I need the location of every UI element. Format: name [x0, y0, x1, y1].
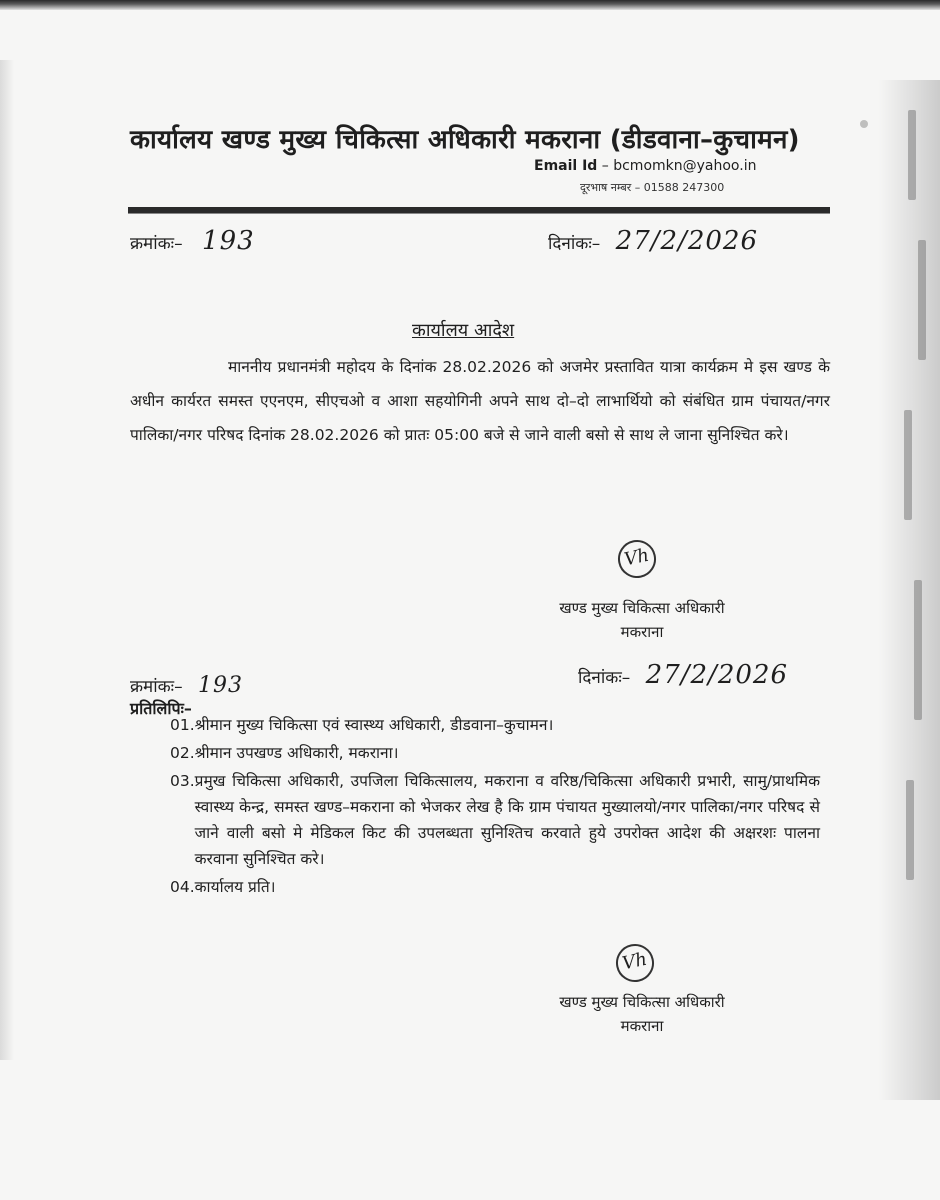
list-item [170, 712, 820, 738]
scan-left-edge [0, 60, 14, 1060]
list-item-text: प्रमुख चिकित्सा अधिकारी, उपजिला चिकित्सालय, मकराना व वरिष्ठ/चिकित्सा अधिकारी प्रभारी, सामु/प्राथमिक स्वास्थ्य केन्द्र, समस्त खण्ड–मकराना को भेजकर लेख है कि ग्राम पंचायत मुख्यालयो/नगर पालिका/नगर परिषद से जाने वाली बसो मे मेडिकल किट की उपलब्धता सुनिश्तिच करवाते हुये उपरोक्त आदेश की अक्षरशः पालना करवाना सुनिश्चित करे। [194, 772, 820, 868]
list-item [170, 740, 820, 766]
list-item-number: 02. [170, 744, 195, 762]
signatory-block-2 [532, 990, 752, 1038]
date-label: दिनांकः– [578, 668, 631, 688]
office-title: कार्यालय खण्ड मुख्य चिकित्सा अधिकारी मकराना (डीडवाना–कुचामन) [130, 125, 800, 155]
reference-label: क्रमांकः– [130, 234, 183, 254]
reference-number-1 [130, 226, 255, 256]
email-label: Email Id [534, 158, 598, 174]
list-item-number: 01. [170, 716, 195, 734]
signature-1: Vh [614, 536, 659, 581]
list-item-text: श्रीमान मुख्य चिकित्सा एवं स्वास्थ्य अधिकारी, डीडवाना–कुचामन। [194, 716, 554, 734]
signatory-place: मकराना [620, 1017, 664, 1035]
list-item-text: श्रीमान उपखण्ड अधिकारी, मकराना। [194, 744, 399, 762]
scan-speck [860, 120, 868, 128]
reference-value: 193 [202, 226, 255, 256]
office-phone: दूरभाष नम्बर – 01588 247300 [580, 181, 725, 194]
date-label: दिनांकः– [548, 234, 601, 254]
signatory-block-1 [532, 596, 752, 644]
list-item [170, 874, 820, 900]
signatory-title: खण्ड मुख्य चिकित्सा अधिकारी [559, 599, 725, 617]
scan-right-edge [878, 80, 940, 1100]
date-value: 27/2/2026 [645, 660, 788, 690]
date-1 [548, 226, 758, 256]
copy-list [170, 710, 820, 900]
email-value: – bcmomkn@yahoo.in [601, 158, 757, 174]
list-item-text: कार्यालय प्रति। [194, 878, 276, 896]
copy-heading: प्रतिलिपिः– [130, 699, 192, 718]
signatory-title: खण्ड मुख्य चिकित्सा अधिकारी [559, 993, 725, 1011]
scan-top-shadow [0, 0, 940, 10]
list-item [170, 768, 820, 872]
date-2 [578, 660, 788, 690]
header-divider [128, 207, 830, 214]
reference-value: 193 [198, 673, 244, 698]
list-item-number: 04. [170, 878, 195, 896]
reference-number-2 [130, 673, 243, 698]
office-email [534, 158, 756, 174]
reference-label: क्रमांकः– [130, 677, 183, 697]
order-heading: कार्यालय आदेश [412, 320, 515, 341]
date-value: 27/2/2026 [615, 226, 758, 256]
order-body: माननीय प्रधानमंत्री महोदय के दिनांक 28.02.2026 को अजमेर प्रस्तावित यात्रा कार्यक्रम मे इस खण्ड के अधीन कार्यरत समस्त एएनएम, सीएचओ व आशा सहयोगिनी अपने साथ दो–दो लाभार्थियो को संबंधित ग्राम पंचायत/नगर पालिका/नगर परिषद दिनांक 28.02.2026 को प्रातः 05:00 बजे से जाने वाली बसो से साथ ले जाना सुनिश्चित करे। [130, 358, 830, 444]
signature-2: Vh [612, 940, 657, 985]
signatory-place: मकराना [620, 623, 664, 641]
list-item-number: 03. [170, 772, 195, 790]
